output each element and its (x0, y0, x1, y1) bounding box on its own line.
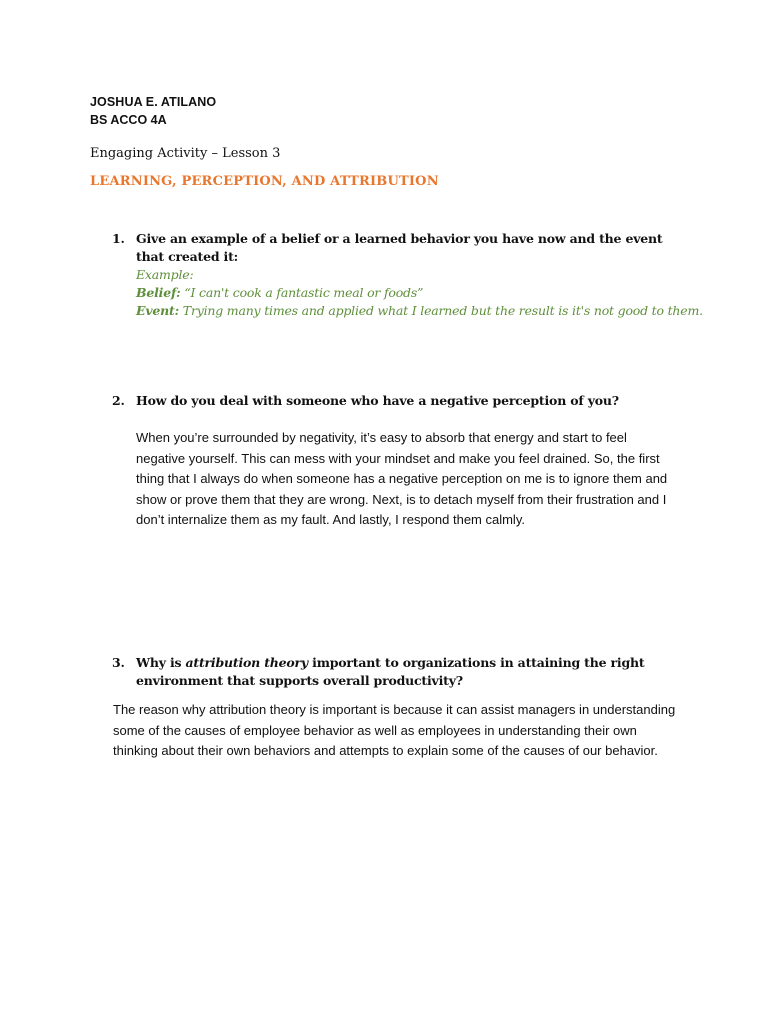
answer-text: The reason why attribution theory is important is because it can assist managers in understanding some of the causes of employee behavior as well as employees in understanding their own thinking about their own behaviors and attempts to explain some of the causes of our behavior. (113, 702, 676, 758)
lesson-heading: LEARNING, PERCEPTION, AND ATTRIBUTION (90, 174, 439, 189)
question-number: 3. (112, 655, 125, 670)
question-text: How do you deal with someone who have a negative perception of you? (136, 393, 619, 408)
question-emphasis: attribution theory (185, 655, 308, 670)
question-text-end: important to organizations in attaining the right environment that supports overall productivity? (136, 655, 645, 688)
event-label: Event: (136, 303, 180, 318)
belief-text: “I can't cook a fantastic meal or foods” (180, 285, 424, 300)
question-number: 1. (112, 231, 125, 246)
student-section: BS ACCO 4A (90, 113, 167, 127)
event-text: Trying many times and applied what I learned but the result is it's not good to them. (179, 303, 703, 318)
answer-2 (136, 428, 676, 531)
question-text-start: Why is (136, 655, 186, 670)
question-number: 2. (112, 393, 125, 408)
belief-label: Belief: (136, 285, 181, 300)
question-text: Give an example of a belief or a learned behavior you have now and the event that created it: (136, 231, 663, 264)
activity-title: Engaging Activity – Lesson 3 (90, 146, 281, 161)
example-label: Example: (136, 267, 194, 282)
question-text (136, 654, 672, 690)
example-event (136, 302, 703, 320)
example-belief (136, 284, 423, 302)
answer-text: When you’re surrounded by negativity, it’s easy to absorb that energy and start to feel negative yourself. This can mess with your mindset and make you feel drained. So, the first thing that I always do when someone has a negative perception on me is to ignore them and show or prove them that they are wrong. Next, is to detach myself from their frustration and I don’t internalize them as my fault. And lastly, I respond them calmly. (136, 430, 668, 527)
answer-3 (113, 700, 678, 762)
student-name: JOSHUA E. ATILANO (90, 95, 217, 109)
